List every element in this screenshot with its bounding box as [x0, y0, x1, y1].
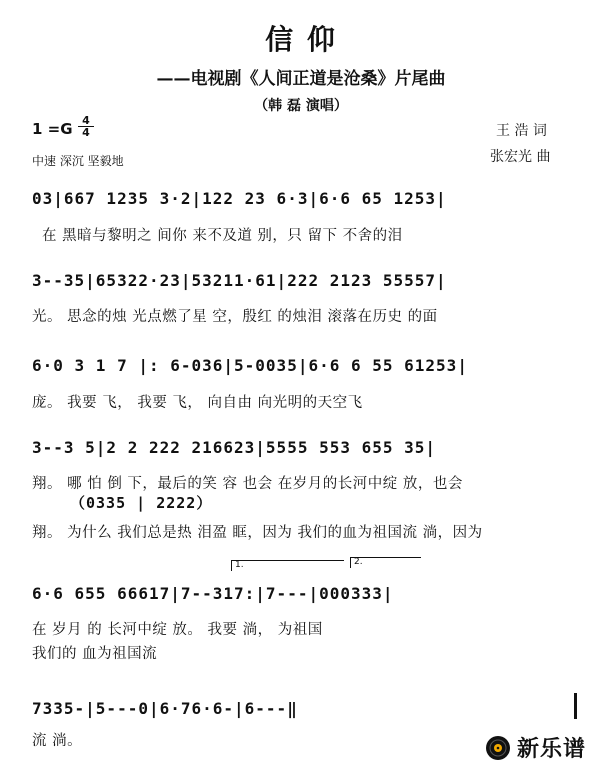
song-title: 信 仰: [265, 23, 337, 56]
lyric-line-4a: 翔。 哪 怕 倒 下，最后的笑 容 也会 在岁月的长河中绽 放，也会: [32, 476, 463, 492]
staff-line-4: 3--3 5|2 2 222 216623|5555 553 655 35|: [32, 438, 437, 457]
composer-credit: 张宏光 曲: [490, 149, 551, 165]
time-signature: [78, 115, 94, 138]
lyric-line-5a: 在 岁月 的 长河中绽 放。 我要 淌， 为祖国: [32, 622, 323, 638]
time-signature-top: 4: [82, 114, 90, 127]
lyric-line-2: 光。 思念的烛 光点燃了星 空，殷红 的烛泪 滚落在历史 的面: [32, 309, 438, 325]
lyric-line-5b: 我们的 血为祖国流: [32, 646, 158, 662]
volta-2-number: 2.: [354, 557, 363, 567]
staff-line-3: 6·0 3 1 7 |: 6-036|5-0035|6·6 6 55 61253|: [32, 356, 468, 375]
volta-1-number: 1.: [235, 560, 244, 570]
site-logo: [485, 732, 586, 763]
lyric-line-1: 在 黑暗与黎明之 间你 来不及道 别，只 留下 不舍的泪: [42, 228, 403, 244]
lyric-line-6: 流 淌。: [32, 733, 83, 749]
lyric-line-4-bracket: （0335 | 2222）: [70, 494, 213, 512]
staff-line-6: 7335-|5---0|6·76·6-|6---‖: [32, 699, 298, 718]
lyric-line-4b: 翔。 为什么 我们总是热 泪盈 眶，因为 我们的血为祖国流 淌，因为: [32, 525, 483, 541]
song-subtitle: ——电视剧《人间正道是沧桑》片尾曲: [156, 69, 446, 89]
final-barline: [574, 693, 577, 719]
tempo-marking: 中速 深沉 坚毅地: [32, 154, 124, 168]
lyricist-credit: 王 浩 词: [496, 123, 547, 139]
staff-line-2: 3--35|65322·23|53211·61|222 2123 55557|: [32, 271, 447, 290]
time-signature-bottom: 4: [78, 126, 94, 138]
lyric-line-3: 庞。 我要 飞， 我要 飞， 向自由 向光明的天空飞: [32, 395, 363, 411]
key-signature: 1 =G: [32, 120, 73, 138]
logo-text: 新乐谱: [516, 737, 586, 762]
staff-line-1: 03|667 1235 3·2|122 23 6·3|6·6 65 1253|: [32, 189, 447, 208]
singer-credit: （韩 磊 演唱）: [254, 98, 348, 114]
volta-1: [231, 560, 344, 571]
staff-line-5: 6·6 655 66617|7--317:|7---|000333|: [32, 584, 394, 603]
vinyl-record-icon: [485, 735, 511, 761]
